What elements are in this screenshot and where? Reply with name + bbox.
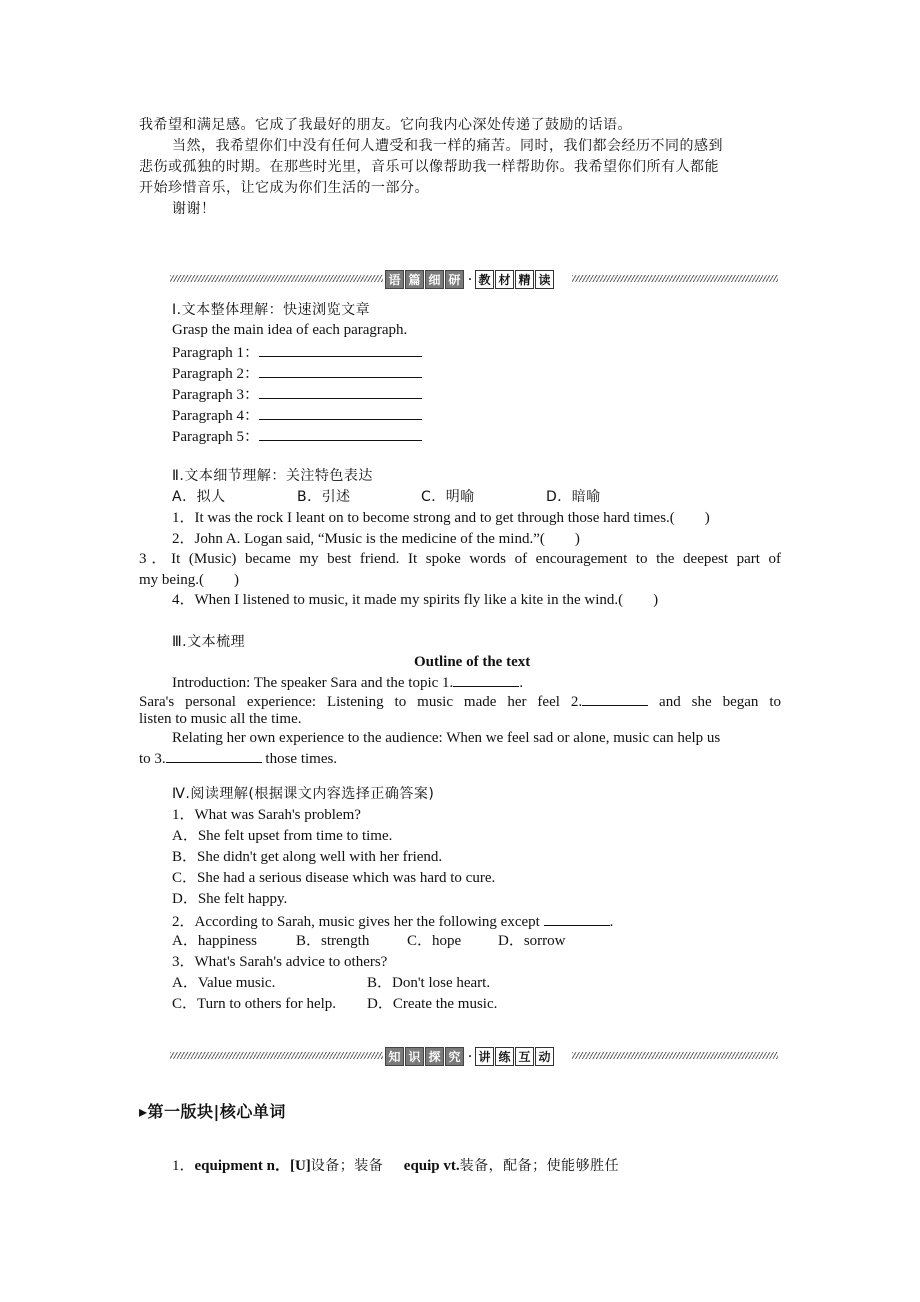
vocab-meaning: 装备，配备；使能够胜任 (459, 1158, 620, 1174)
section-banner-reading (170, 268, 778, 290)
outline-text: . (519, 675, 524, 691)
paragraph-5-row (172, 425, 422, 447)
option-a: A．拟人 (172, 489, 226, 505)
paragraph-label: Paragraph 4： (172, 408, 260, 424)
core-words-heading: ▸第一版块|核心单词 (139, 1102, 286, 1121)
banner-dot: · (467, 1048, 472, 1063)
paragraph-4-row (172, 404, 422, 426)
q3-option-a: A．Value music. (172, 975, 276, 991)
paragraph-2-row (172, 362, 422, 384)
reading-question-2 (172, 910, 613, 932)
q1-option-a: A．She felt upset from time to time. (172, 828, 393, 844)
question-text: 2．According to Sarah, music gives her the following except (172, 914, 544, 930)
q3-option-d: D．Create the music. (367, 996, 498, 1012)
q1-option-d: D．She felt happy. (172, 891, 288, 907)
banner-hatch-right (572, 1052, 778, 1059)
banner-char: 精 (515, 270, 534, 289)
section-3-title: Ⅲ.文本梳理 (172, 634, 246, 650)
banner-char: 动 (535, 1047, 554, 1066)
banner-hatch-left (170, 275, 383, 282)
q2-option-b: B．strength (296, 933, 370, 949)
option-b: B．引述 (297, 489, 351, 505)
answer-blank[interactable] (453, 671, 519, 687)
q3-option-b: B．Don't lose heart. (367, 975, 491, 991)
banner-char: 知 (385, 1047, 404, 1066)
question-text: . (609, 914, 614, 930)
section-1-instruction: Grasp the main idea of each paragraph. (172, 322, 408, 338)
answer-blank[interactable] (259, 425, 422, 441)
outline-title: Outline of the text (414, 654, 531, 670)
outline-experience-line-2: listen to music all the time. (139, 711, 302, 727)
detail-question-3-line-2: my being.( ) (139, 572, 239, 588)
banner-dot: · (467, 271, 472, 286)
section-4-title: Ⅳ.阅读理解(根据课文内容选择正确答案) (172, 786, 435, 802)
detail-question-4: 4．When I listened to music, it made my spirits fly like a kite in the wind.( ) (172, 592, 659, 608)
paragraph-1-row (172, 341, 422, 363)
outline-text: to 3. (139, 751, 166, 767)
paragraph-label: Paragraph 1： (172, 345, 260, 361)
banner-title (385, 1045, 555, 1067)
vocab-meaning: 设备；装备 (310, 1158, 398, 1174)
section-banner-knowledge (170, 1045, 778, 1067)
banner-char: 语 (385, 270, 404, 289)
reading-question-3: 3．What's Sarah's advice to others? (172, 954, 388, 970)
answer-blank[interactable] (259, 404, 422, 420)
q2-option-a: A．happiness (172, 933, 257, 949)
intro-line-3: 悲伤或孤独的时期。在那些时光里，音乐可以像帮助我一样帮助你。我希望你们所有人都能 (139, 159, 719, 175)
banner-char: 研 (445, 270, 464, 289)
paragraph-label: Paragraph 3： (172, 387, 260, 403)
banner-char: 读 (535, 270, 554, 289)
vocab-word: equip vt. (403, 1158, 460, 1174)
answer-blank[interactable] (544, 910, 610, 926)
reading-question-1: 1．What was Sarah's problem? (172, 807, 361, 823)
banner-hatch-right (572, 275, 778, 282)
paragraph-3-row (172, 383, 422, 405)
banner-char: 细 (425, 270, 444, 289)
section-2-title: Ⅱ.文本细节理解：关注特色表达 (172, 468, 373, 484)
intro-thanks: 谢谢！ (172, 201, 216, 217)
section-1-title: Ⅰ.文本整体理解：快速浏览文章 (172, 302, 371, 318)
banner-title (385, 268, 555, 290)
outline-text: Sara's personal experience: Listening to music made her feel 2. (139, 694, 583, 710)
detail-question-3-line-1: 3．It (Music) became my best friend. It spoke words of encouragement to the deepest part of (139, 551, 781, 567)
banner-char: 探 (425, 1047, 444, 1066)
answer-blank[interactable] (259, 383, 422, 399)
vocab-word: equipment n．[U] (194, 1158, 311, 1174)
outline-relating-line-2 (139, 747, 337, 769)
q1-option-c: C．She had a serious disease which was hard to cure. (172, 870, 496, 886)
banner-char: 讲 (475, 1047, 494, 1066)
item-number: 1． (172, 1158, 195, 1174)
outline-text: those times. (261, 751, 338, 767)
outline-text: and she began to (648, 694, 782, 710)
detail-question-1: 1．It was the rock I leant on to become strong and to get through those hard times.( ) (172, 510, 710, 526)
intro-line-2: 当然，我希望你们中没有任何人遭受和我一样的痛苦。同时，我们都会经历不同的感到 (172, 138, 723, 154)
banner-hatch-left (170, 1052, 383, 1059)
q3-option-c: C．Turn to others for help. (172, 996, 337, 1012)
banner-char: 材 (495, 270, 514, 289)
answer-blank[interactable] (259, 341, 422, 357)
intro-line-4: 开始珍惜音乐，让它成为你们生活的一部分。 (139, 180, 429, 196)
banner-char: 篇 (405, 270, 424, 289)
outline-text: Introduction: The speaker Sara and the topic 1. (172, 675, 454, 691)
banner-char: 互 (515, 1047, 534, 1066)
paragraph-label: Paragraph 2： (172, 366, 260, 382)
outline-relating-line-1: Relating her own experience to the audience: When we feel sad or alone, music can help us (172, 730, 721, 746)
q1-option-b: B．She didn't get along well with her friend. (172, 849, 443, 865)
paragraph-label: Paragraph 5： (172, 429, 260, 445)
q2-option-d: D．sorrow (498, 933, 566, 949)
intro-line-1: 我希望和满足感。它成了我最好的朋友。它向我内心深处传递了鼓励的话语。 (139, 117, 632, 133)
answer-blank[interactable] (582, 690, 648, 706)
banner-char: 识 (405, 1047, 424, 1066)
option-c: C．明喻 (421, 489, 475, 505)
banner-char: 究 (445, 1047, 464, 1066)
banner-char: 教 (475, 270, 494, 289)
answer-blank[interactable] (259, 362, 422, 378)
vocab-item-1 (172, 1155, 619, 1177)
q2-option-c: C．hope (407, 933, 462, 949)
detail-question-2: 2．John A. Logan said, “Music is the medicine of the mind.”( ) (172, 531, 580, 547)
option-d: D．暗喻 (546, 489, 601, 505)
answer-blank[interactable] (166, 747, 262, 763)
banner-char: 练 (495, 1047, 514, 1066)
